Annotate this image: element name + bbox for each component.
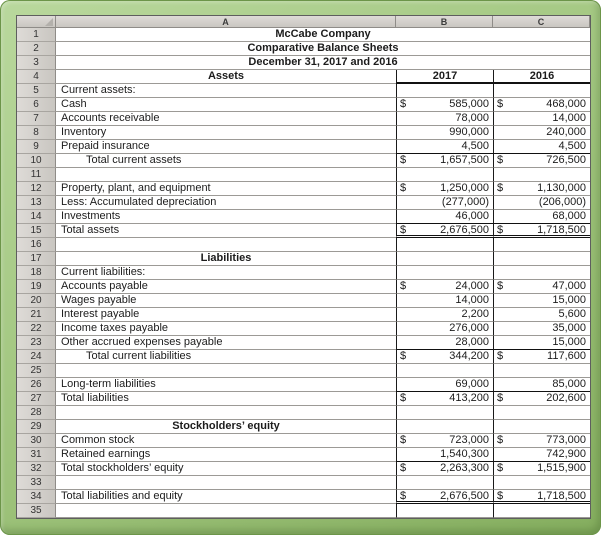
cell-A29[interactable]: Stockholders’ equity	[56, 420, 396, 434]
cell-B6[interactable]	[396, 98, 493, 112]
row-header-2[interactable]: 2	[17, 42, 56, 56]
cell-B21[interactable]	[396, 308, 493, 322]
amount-value: 85,000	[552, 378, 586, 390]
dollar-sign: $	[400, 462, 407, 474]
amount-value: 2,676,500	[440, 224, 489, 236]
cell-C13[interactable]	[493, 196, 590, 210]
sheet-row-1	[56, 28, 590, 42]
sheet-row-19	[56, 280, 590, 294]
amount-value: 15,000	[552, 336, 586, 348]
cell-A22[interactable]: Income taxes payable	[56, 322, 396, 336]
cell-A25[interactable]	[56, 364, 396, 378]
dollar-sign: $	[497, 350, 504, 362]
amount-value: 2,676,500	[440, 490, 489, 502]
sheet-row-26	[56, 378, 590, 392]
amount-value: 78,000	[455, 112, 489, 124]
cell-B20[interactable]	[396, 294, 493, 308]
sheet-row-34	[56, 490, 590, 504]
cell-B8[interactable]	[396, 126, 493, 140]
cell-B4-year-header[interactable]: 2017	[396, 70, 493, 84]
amount-value: 2,263,300	[440, 462, 489, 474]
cell-C17[interactable]	[493, 252, 590, 266]
sheet-row-2	[56, 42, 590, 56]
sheet-row-16	[56, 238, 590, 252]
cell-B23[interactable]	[396, 336, 493, 350]
cell-B10[interactable]	[396, 154, 493, 168]
amount-value: 726,500	[546, 154, 586, 166]
sheet-row-21	[56, 308, 590, 322]
cell-C27[interactable]	[493, 392, 590, 406]
dollar-sign: $	[497, 434, 504, 446]
sheet-row-6	[56, 98, 590, 112]
cell-A32[interactable]: Total stockholders’ equity	[56, 462, 396, 476]
row-header-34[interactable]: 34	[17, 490, 56, 504]
cell-A27[interactable]: Total liabilities	[56, 392, 396, 406]
amount-value: 773,000	[546, 434, 586, 446]
cell-A8[interactable]: Inventory	[56, 126, 396, 140]
row-header-12[interactable]: 12	[17, 182, 56, 196]
cell-A9[interactable]: Prepaid insurance	[56, 140, 396, 154]
cell-A7[interactable]: Accounts receivable	[56, 112, 396, 126]
amount-value: 47,000	[552, 280, 586, 292]
row-header-7[interactable]: 7	[17, 112, 56, 126]
row-header-13[interactable]: 13	[17, 196, 56, 210]
sheet-row-25	[56, 364, 590, 378]
amount-value: 35,000	[552, 322, 586, 334]
amount-value: 413,200	[449, 392, 489, 404]
cell-C18[interactable]	[493, 266, 590, 280]
amount-value: 1,130,000	[537, 182, 586, 194]
row-header-14[interactable]: 14	[17, 210, 56, 224]
select-all-cell[interactable]	[17, 16, 56, 28]
cell-A21[interactable]: Interest payable	[56, 308, 396, 322]
row-header-25[interactable]: 25	[17, 364, 56, 378]
row-header-30[interactable]: 30	[17, 434, 56, 448]
row-header-22[interactable]: 22	[17, 322, 56, 336]
row-header-23[interactable]: 23	[17, 336, 56, 350]
amount-value: 14,000	[455, 294, 489, 306]
amount-value: 4,500	[461, 140, 489, 152]
amount-value: 4,500	[558, 140, 586, 152]
sheet-row-15	[56, 224, 590, 238]
amount-value: 1,718,500	[537, 224, 586, 236]
cell-C8[interactable]	[493, 126, 590, 140]
cell-A3-title[interactable]: December 31, 2017 and 2016	[56, 56, 590, 70]
sheet-row-18	[56, 266, 590, 280]
sheet-row-31	[56, 448, 590, 462]
cell-C19[interactable]	[493, 280, 590, 294]
dollar-sign: $	[497, 280, 504, 292]
cell-A24[interactable]: Total current liabilities	[56, 350, 396, 364]
dollar-sign: $	[497, 154, 504, 166]
dollar-sign: $	[400, 434, 407, 446]
sheet-row-5	[56, 84, 590, 98]
row-header-28[interactable]: 28	[17, 406, 56, 420]
row-header-4[interactable]: 4	[17, 70, 56, 84]
amount-value: 276,000	[449, 322, 489, 334]
cell-B24[interactable]	[396, 350, 493, 364]
dollar-sign: $	[400, 392, 407, 404]
cell-C34[interactable]	[493, 490, 590, 504]
cell-A16[interactable]	[56, 238, 396, 252]
sheet-row-28	[56, 406, 590, 420]
cell-B34[interactable]	[396, 490, 493, 504]
cell-A31[interactable]: Retained earnings	[56, 448, 396, 462]
cell-B15[interactable]	[396, 224, 493, 238]
cell-A11[interactable]	[56, 168, 396, 182]
cell-C4-year-header[interactable]: 2016	[493, 70, 590, 84]
row-header-26[interactable]: 26	[17, 378, 56, 392]
cell-A1-title[interactable]: McCabe Company	[56, 28, 590, 42]
amount-value: 585,000	[449, 98, 489, 110]
cell-C21[interactable]	[493, 308, 590, 322]
sheet-row-30	[56, 434, 590, 448]
cell-B13[interactable]	[396, 196, 493, 210]
sheet-row-14	[56, 210, 590, 224]
sheet-row-29	[56, 420, 590, 434]
amount-value: 1,515,900	[537, 462, 586, 474]
cell-B31[interactable]	[396, 448, 493, 462]
amount-value: 14,000	[552, 112, 586, 124]
cell-C9[interactable]	[493, 140, 590, 154]
dollar-sign: $	[497, 224, 504, 236]
sheet-row-8	[56, 126, 590, 140]
cell-C25[interactable]	[493, 364, 590, 378]
cell-B32[interactable]	[396, 462, 493, 476]
cell-C12[interactable]	[493, 182, 590, 196]
amount-value: 468,000	[546, 98, 586, 110]
cell-A19[interactable]: Accounts payable	[56, 280, 396, 294]
dollar-sign: $	[400, 154, 407, 166]
row-header-10[interactable]: 10	[17, 154, 56, 168]
cell-A23[interactable]: Other accrued expenses payable	[56, 336, 396, 350]
column-header-C[interactable]: C	[493, 16, 590, 28]
cell-B35[interactable]	[396, 504, 493, 518]
row-header-35[interactable]: 35	[17, 504, 56, 518]
dollar-sign: $	[497, 182, 504, 194]
cell-grid	[56, 28, 590, 518]
row-header-9[interactable]: 9	[17, 140, 56, 154]
sheet-row-20	[56, 294, 590, 308]
column-header-row	[56, 16, 590, 28]
spreadsheet	[16, 15, 591, 519]
cell-B14[interactable]	[396, 210, 493, 224]
cell-B25[interactable]	[396, 364, 493, 378]
cell-A30[interactable]: Common stock	[56, 434, 396, 448]
amount-value: 1,540,300	[440, 448, 489, 460]
sheet-row-3	[56, 56, 590, 70]
cell-C15[interactable]	[493, 224, 590, 238]
row-header-8[interactable]: 8	[17, 126, 56, 140]
amount-value: 24,000	[455, 280, 489, 292]
amount-value: 15,000	[552, 294, 586, 306]
sheet-row-23	[56, 336, 590, 350]
row-header-column	[17, 28, 56, 518]
sheet-row-27	[56, 392, 590, 406]
amount-value: 68,000	[552, 210, 586, 222]
row-header-17[interactable]: 17	[17, 252, 56, 266]
cell-A13[interactable]: Less: Accumulated depreciation	[56, 196, 396, 210]
cell-B5[interactable]	[396, 84, 493, 98]
cell-C33[interactable]	[493, 476, 590, 490]
sheet-row-7	[56, 112, 590, 126]
row-header-1[interactable]: 1	[17, 28, 56, 42]
amount-value: 1,718,500	[537, 490, 586, 502]
sheet-row-22	[56, 322, 590, 336]
amount-value: 46,000	[455, 210, 489, 222]
sheet-row-32	[56, 462, 590, 476]
row-header-32[interactable]: 32	[17, 462, 56, 476]
dollar-sign: $	[400, 280, 407, 292]
cell-C7[interactable]	[493, 112, 590, 126]
cell-B27[interactable]	[396, 392, 493, 406]
dollar-sign: $	[497, 98, 504, 110]
cell-B19[interactable]	[396, 280, 493, 294]
cell-B33[interactable]	[396, 476, 493, 490]
dollar-sign: $	[497, 490, 504, 502]
sheet-row-10	[56, 154, 590, 168]
cell-A18[interactable]: Current liabilities:	[56, 266, 396, 280]
row-header-29[interactable]: 29	[17, 420, 56, 434]
cell-B7[interactable]	[396, 112, 493, 126]
amount-value: 69,000	[455, 378, 489, 390]
cell-B16[interactable]	[396, 238, 493, 252]
cell-C31[interactable]	[493, 448, 590, 462]
row-header-15[interactable]: 15	[17, 224, 56, 238]
amount-value: 2,200	[461, 308, 489, 320]
cell-A17[interactable]: Liabilities	[56, 252, 396, 266]
cell-B29[interactable]	[396, 420, 493, 434]
cell-A14[interactable]: Investments	[56, 210, 396, 224]
amount-value: 344,200	[449, 350, 489, 362]
cell-C28[interactable]	[493, 406, 590, 420]
amount-value: 117,600	[547, 350, 586, 362]
dollar-sign: $	[400, 350, 407, 362]
dollar-sign: $	[400, 182, 407, 194]
row-header-18[interactable]: 18	[17, 266, 56, 280]
amount-value: 5,600	[558, 308, 586, 320]
column-header-B[interactable]: B	[396, 16, 493, 28]
cell-A2-title[interactable]: Comparative Balance Sheets	[56, 42, 590, 56]
amount-value: 1,657,500	[440, 154, 489, 166]
cell-B11[interactable]	[396, 168, 493, 182]
row-header-11[interactable]: 11	[17, 168, 56, 182]
cell-A10[interactable]: Total current assets	[56, 154, 396, 168]
cell-B17[interactable]	[396, 252, 493, 266]
column-header-A[interactable]: A	[56, 16, 396, 28]
row-header-21[interactable]: 21	[17, 308, 56, 322]
cell-B9[interactable]	[396, 140, 493, 154]
cell-A20[interactable]: Wages payable	[56, 294, 396, 308]
sheet-row-12	[56, 182, 590, 196]
amount-value: 1,250,000	[440, 182, 489, 194]
cell-C10[interactable]	[493, 154, 590, 168]
amount-value: 202,600	[546, 392, 586, 404]
dollar-sign: $	[400, 490, 407, 502]
cell-A35[interactable]	[56, 504, 396, 518]
cell-C22[interactable]	[493, 322, 590, 336]
cell-B26[interactable]	[396, 378, 493, 392]
cell-B28[interactable]	[396, 406, 493, 420]
amount-value: (206,000)	[538, 196, 586, 208]
sheet-row-24	[56, 350, 590, 364]
cell-C14[interactable]	[493, 210, 590, 224]
sheet-row-11	[56, 168, 590, 182]
dollar-sign: $	[497, 392, 504, 404]
cell-C35[interactable]	[493, 504, 590, 518]
amount-value: 28,000	[455, 336, 489, 348]
row-header-20[interactable]: 20	[17, 294, 56, 308]
cell-A6[interactable]: Cash	[56, 98, 396, 112]
select-all-triangle-icon	[45, 18, 53, 26]
cell-A4-assets-header[interactable]: Assets	[56, 70, 396, 84]
dollar-sign: $	[400, 98, 407, 110]
amount-value: (277,000)	[441, 196, 489, 208]
cell-C24[interactable]	[493, 350, 590, 364]
cell-A15[interactable]: Total assets	[56, 224, 396, 238]
row-header-24[interactable]: 24	[17, 350, 56, 364]
sheet-row-33	[56, 476, 590, 490]
cell-A33[interactable]	[56, 476, 396, 490]
sheet-row-35	[56, 504, 590, 518]
cell-C32[interactable]	[493, 462, 590, 476]
row-header-6[interactable]: 6	[17, 98, 56, 112]
cell-A5[interactable]: Current assets:	[56, 84, 396, 98]
cell-B18[interactable]	[396, 266, 493, 280]
row-header-3[interactable]: 3	[17, 56, 56, 70]
cell-A28[interactable]	[56, 406, 396, 420]
cell-B12[interactable]	[396, 182, 493, 196]
cell-C29[interactable]	[493, 420, 590, 434]
amount-value: 990,000	[449, 126, 489, 138]
row-header-31[interactable]: 31	[17, 448, 56, 462]
cell-A26[interactable]: Long-term liabilities	[56, 378, 396, 392]
cell-C16[interactable]	[493, 238, 590, 252]
cell-B30[interactable]	[396, 434, 493, 448]
row-header-5[interactable]: 5	[17, 84, 56, 98]
sheet-row-9	[56, 140, 590, 154]
cell-C11[interactable]	[493, 168, 590, 182]
row-header-27[interactable]: 27	[17, 392, 56, 406]
dollar-sign: $	[497, 462, 504, 474]
cell-C20[interactable]	[493, 294, 590, 308]
cell-A34[interactable]: Total liabilities and equity	[56, 490, 396, 504]
sheet-row-4	[56, 70, 590, 84]
row-header-19[interactable]: 19	[17, 280, 56, 294]
cell-C6[interactable]	[493, 98, 590, 112]
sheet-row-17	[56, 252, 590, 266]
dollar-sign: $	[400, 224, 407, 236]
cell-C30[interactable]	[493, 434, 590, 448]
row-header-16[interactable]: 16	[17, 238, 56, 252]
cell-B22[interactable]	[396, 322, 493, 336]
cell-C23[interactable]	[493, 336, 590, 350]
amount-value: 742,900	[546, 448, 586, 460]
cell-A12[interactable]: Property, plant, and equipment	[56, 182, 396, 196]
sheet-row-13	[56, 196, 590, 210]
row-header-33[interactable]: 33	[17, 476, 56, 490]
cell-C26[interactable]	[493, 378, 590, 392]
amount-value: 723,000	[449, 434, 489, 446]
cell-C5[interactable]	[493, 84, 590, 98]
amount-value: 240,000	[546, 126, 586, 138]
